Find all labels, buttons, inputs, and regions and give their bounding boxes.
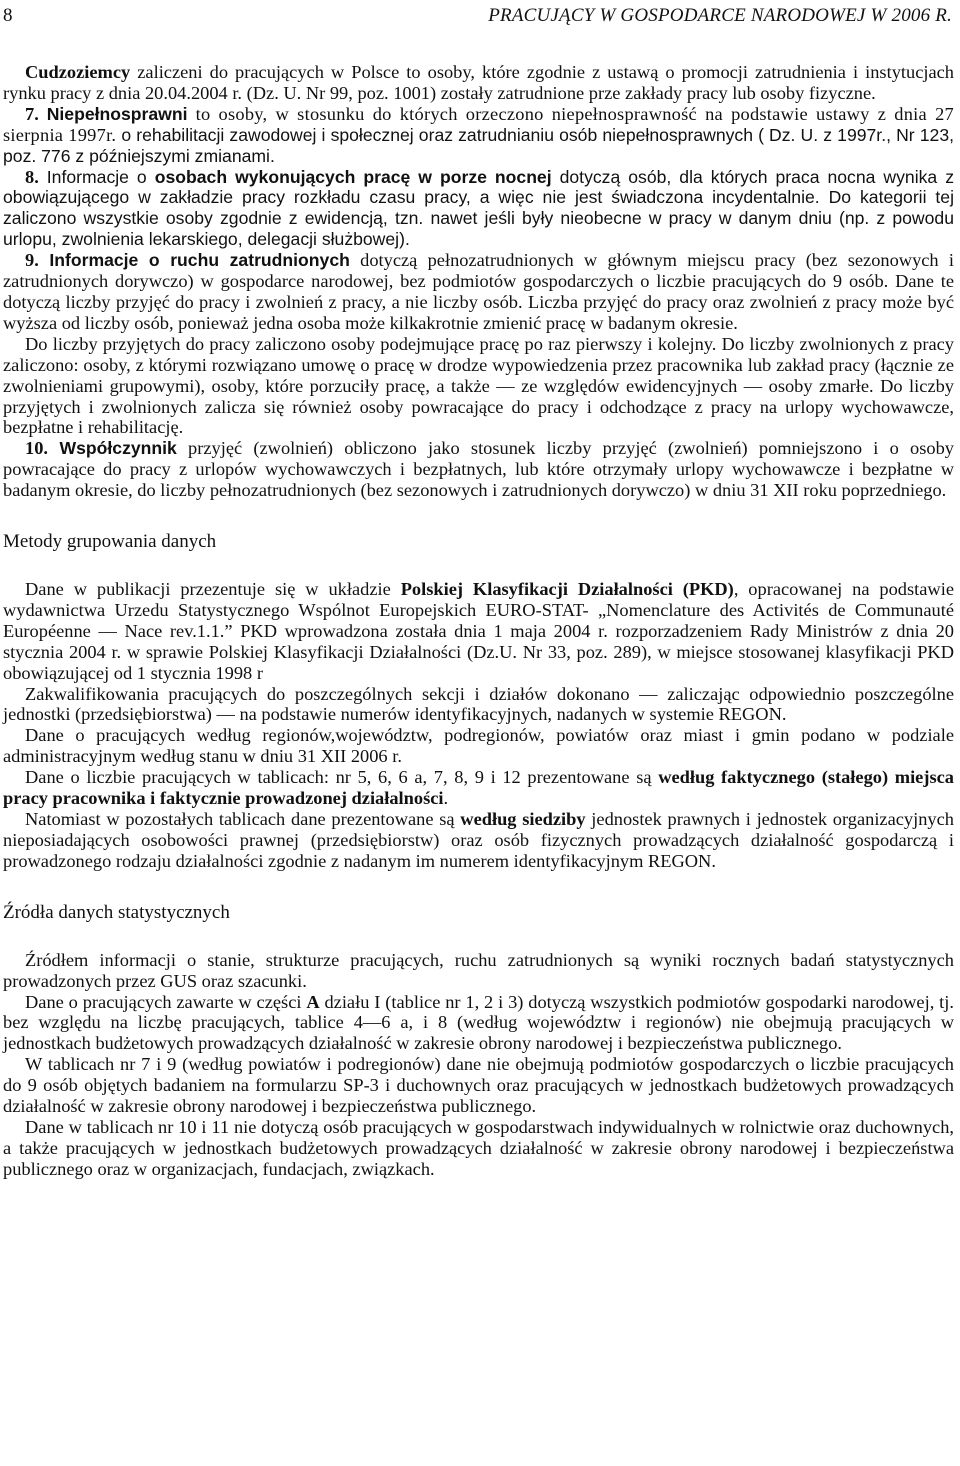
note-8-number: 8.	[25, 166, 39, 187]
main-text	[3, 62, 954, 1180]
note-10-number: 10.	[25, 438, 48, 459]
note-8-paragraph	[3, 167, 954, 251]
sources-paragraph-3: W tablicach nr 7 i 9 (według powiatów i podregionów) dane nie obejmują podmiotów gospodarczych o liczbie pracujących do 9 osób objętych badaniem na formularzu SP-3 i duchownych oraz pracujących w jednostkach budżetowych prowadzących działalność w zakresie obrony narodowej i bezpieczeństwa publicznego.	[3, 1054, 954, 1117]
grouping-paragraph-2: Zakwalifikowania pracujących do poszczególnych sekcji i działów dokonano — zaliczając odpowiednio poszczególne jednostki (przedsiębiorstwa) — na podstawie numerów identyfikacyjnych, nadanych w systemie REGON.	[3, 683, 954, 725]
running-title: PRACUJĄCY W GOSPODARCE NARODOWEJ W 2006 R.	[488, 5, 952, 26]
term-niepelnosprawni: Niepełnosprawni	[46, 103, 188, 124]
note-7-text-cont: o rehabilitacji zawodowej i społecznej oraz zatrudnianiu osób niepełnosprawnych ( Dz. U. z 1997r., Nr 123, poz. 776 z późniejszymi zmianami.	[3, 124, 954, 166]
note-6-paragraph	[3, 62, 954, 104]
note-8-text-lead: Informacje o	[38, 166, 155, 187]
grouping-text-1a: Dane w publikacji przezentuje się w układzie	[25, 579, 401, 600]
grouping-text-1c: , opracowanej na podstawie wydawnictwa Urzedu Statystycznego Wspólnot Europejskich EURO-STAT- „Nomenclature des Activités de Communauté Européenne — Nace rev.1.1.” PKD wprowadzona została dnia 1 maja 2004 r. rozporzadzeniem Rady Ministrów z dnia 20 stycznia 2004 r. w sprawie Polskiej Klasyfikacji Działalności (Dz.U. Nr 33, poz. 289), w miejsce stosowanej klasyfikacji PKD obowiązującej od 1 stycznia 1998 r	[3, 579, 954, 683]
grouping-text-5c: jednostek prawnych i jednostek organizacyjnych nieposiadających osobowości prawnej (przedsiębiorstw) oraz osób fizycznych prowadzących działalność gospodarczą i prowadzonego rodzaju działalności zgodnie z nadanym im numerem identyfikacyjnym REGON.	[3, 809, 954, 871]
term-night-work: osobach wykonujących pracę w porze nocnej	[154, 166, 552, 187]
note-6-text: zaliczeni do pracujących w Polsce to osoby, które zgodnie z ustawą o promocji zatrudnienia i instytucjach rynku pracy z dnia 20.04.2004 r. (Dz. U. Nr 99, poz. 1001) zostały zatrudnione prze zakłady pracy lub osoby fizyczne.	[3, 62, 954, 103]
note-10-text: przyjęć (zwolnień) obliczono jako stosunek liczby przyjęć (zwolnień) pomniejszono i o osoby powracające do pracy z urlopów wychowawczych i bezpłatnych, lub które otrzymały urlopy wychowawcze i bezpłatne w badanym okresie, do liczby pełnozatrudnionych (bez sezonowych i zatrudnionych dorywczo) w dniu 31 XII roku poprzedniego.	[3, 438, 954, 501]
note-9-continuation: Do liczby przyjętych do pracy zaliczono osoby podejmujące pracę po raz pierwszy i kolejny. Do liczby zwolnionych z pracy zaliczono: osoby, z którymi rozwiązano umowę o pracę w drodze wypowiedzenia przez pracownika lub zakład pracy (łącznie ze zwolnieniami grupowymi), osoby, które porzuciły pracę, a także — ze względów ewidencyjnych — osoby zmarłe. Do liczby przyjętych i zwolnionych zalicza się również osoby powracające do pracy i odchodzące z pracy na urlopy wychowawcze, bezpłatne i rehabilitację.	[3, 333, 954, 438]
note-7-paragraph	[3, 104, 954, 167]
sources-text-2c: działu I (tablice nr 1, 2 i 3) dotyczą wszystkich podmiotów gospodarki narodowej, tj. bez względu na liczbę pracujących, tablice 4—6 a, i 8 (według województw i regionów) nie obejmują pracujących w jednostkach budżetowych prowadzących działalność w zakresie obrony narodowej i bezpieczeństwa publicznego.	[3, 991, 954, 1054]
note-9-paragraph	[3, 250, 954, 334]
term-wspolczynnik: Współczynnik	[48, 438, 177, 459]
note-9-number: 9.	[25, 250, 39, 271]
term-employee-turnover: Informacje o ruchu zatrudnionych	[38, 250, 350, 271]
sources-text-2a: Dane o pracujących zawarte w części	[25, 991, 307, 1012]
term-cudzoziemcy: Cudzoziemcy	[25, 62, 131, 82]
sources-paragraph-2	[3, 992, 954, 1055]
grouping-paragraph-5	[3, 809, 954, 872]
sources-paragraph-1: Źródłem informacji o stanie, strukturze pracujących, ruchu zatrudnionych są wyniki rocznych badań statystycznych prowadzonych przez GUS oraz szacunki.	[3, 949, 954, 991]
grouping-paragraph-4	[3, 767, 954, 809]
term-by-seat: według siedziby	[460, 809, 586, 829]
grouping-text-4c: .	[443, 788, 449, 809]
note-10-paragraph	[3, 438, 954, 501]
running-header	[0, 2, 952, 32]
term-pkd: Polskiej Klasyfikacji Działalności (PKD)	[400, 579, 734, 600]
grouping-text-4a: Dane o liczbie pracujących w tablicach: nr 5, 6, 6 a, 7, 8, 9 i 12 prezentowane są	[25, 767, 659, 788]
grouping-paragraph-3: Dane o pracujących według regionów,województw, podregionów, powiatów oraz miast i gmin podano w podziale administracyjnym według stanu w dniu 31 XII 2006 r.	[3, 725, 954, 767]
section-heading-grouping-methods: Metody grupowania danych	[3, 531, 217, 553]
note-9-text: dotyczą pełnozatrudnionych w głównym miejscu pracy (bez sezonowych i zatrudnionych dorywczo) w gospodarce narodowej, bez podmiotów gospodarczych o liczbie pracujących do 9 osób. Dane te dotyczą liczby przyjęć do pracy i zwolnień z pracy, a nie liczby osób. Liczba przyjęć do pracy oraz zwolnień z pracy może być wyższa od liczby osób, ponieważ jedna osoba może kilkakrotnie zmienić pracę w badanym okresie.	[3, 250, 955, 333]
sources-paragraph-4: Dane w tablicach nr 10 i 11 nie dotyczą osób pracujących w gospodarstwach indywidualnych w rolnictwie oraz duchownych, a także pracujących w jednostkach budżetowych prowadzących działalność w zakresie obrony narodowej i bezpieczeństwa publicznego oraz w organizacjach, fundacjach, związkach.	[3, 1116, 954, 1179]
note-7-text: to osoby, w stosunku do których orzeczono niepełnosprawność na podstawie ustawy z dnia 27 sierpnia 1997r.	[3, 103, 954, 145]
grouping-paragraph-1	[3, 579, 954, 684]
note-8-text: dotyczą osób, dla których praca nocna wynika z obowiązującego w zakładzie pracy rozkładu czasu pracy, a więc nie jest świadczona incydentalnie. Do kategorii tej zaliczono wszystkie osoby zgodnie z ewidencją, tzn. nawet jeśli były nieobecne w pracy w danym dniu (np. z powodu urlopu, zwolnienia lekarskiego, delegacji służbowej).	[3, 166, 954, 250]
term-actual-workplace: według faktycznego (stałego) miejsca pracy pracownika i faktycznie prowadzonej działalności	[3, 767, 954, 809]
grouping-text-5a: Natomiast w pozostałych tablicach dane prezentowane są	[25, 809, 461, 829]
part-letter-a: A	[306, 991, 320, 1012]
note-7-number: 7.	[25, 103, 39, 124]
page-number: 8	[3, 5, 13, 26]
section-heading-data-sources: Źródła danych statystycznych	[3, 901, 230, 923]
